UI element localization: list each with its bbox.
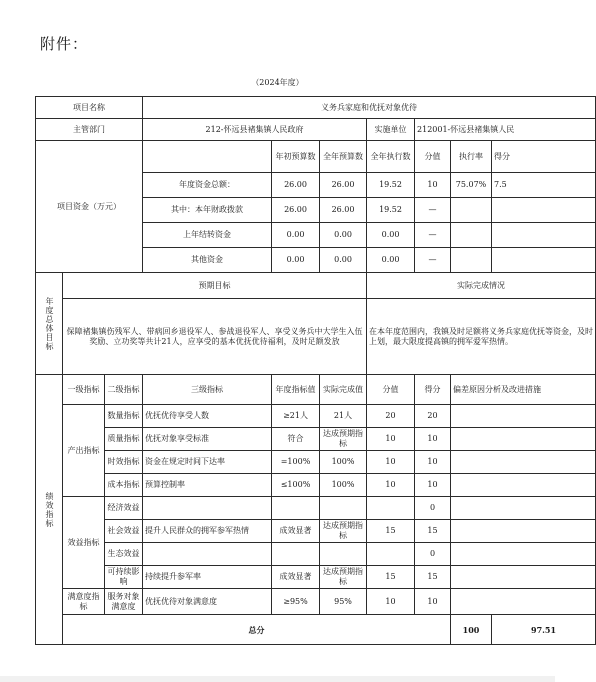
perf-reason — [451, 451, 596, 474]
perf-level3: 优抚优待对象满意度 — [143, 589, 272, 615]
perf-level3: 优抚对象享受标准 — [143, 428, 272, 451]
funds-row-weight: — — [415, 198, 451, 223]
perf-header-target: 年度指标值 — [272, 375, 320, 405]
funds-header-rate: 执行率 — [451, 141, 492, 173]
impl-label: 实施单位 — [367, 119, 415, 141]
funds-row-exec: 19.52 — [367, 173, 415, 198]
funds-row-rate — [451, 198, 492, 223]
perf-target: ≤100% — [272, 474, 320, 497]
perf-score: 10 — [415, 589, 451, 615]
perf-level3: 资金在规定时间下达率 — [143, 451, 272, 474]
perf-score: 0 — [415, 497, 451, 520]
perf-level1: 效益指标 — [63, 497, 105, 589]
perf-header-level1: 一级指标 — [63, 375, 105, 405]
perf-actual: 达成预期指标 — [320, 566, 367, 589]
funds-row-exec: 0.00 — [367, 223, 415, 248]
project-value: 义务兵家庭和优抚对象优待 — [143, 97, 596, 119]
dept-value: 212-怀远县褚集镇人民政府 — [143, 119, 367, 141]
perf-weight: 15 — [367, 566, 415, 589]
row-perf-header — [36, 375, 596, 405]
project-label: 项目名称 — [36, 97, 143, 119]
perf-level3: 持续提升参军率 — [143, 566, 272, 589]
perf-level2: 经济效益 — [105, 497, 143, 520]
funds-row-score: 7.5 — [492, 173, 596, 198]
perf-level3: 预算控制率 — [143, 474, 272, 497]
perf-score: 10 — [415, 451, 451, 474]
perf-actual — [320, 543, 367, 566]
goals-side-label: 年度总体目标 — [36, 273, 63, 375]
perf-row — [36, 428, 596, 451]
perf-row — [36, 497, 596, 520]
perf-score: 15 — [415, 520, 451, 543]
perf-actual: 100% — [320, 451, 367, 474]
funds-header-score: 得分 — [492, 141, 596, 173]
funds-row-annual: 26.00 — [320, 198, 367, 223]
perf-header-level3: 三级指标 — [143, 375, 272, 405]
funds-row-weight: — — [415, 248, 451, 273]
funds-row-initial: 0.00 — [272, 248, 320, 273]
funds-header-blank — [143, 141, 272, 173]
funds-row-exec: 19.52 — [367, 198, 415, 223]
perf-level2: 可持续影响 — [105, 566, 143, 589]
funds-header-weight: 分值 — [415, 141, 451, 173]
perf-actual: 100% — [320, 474, 367, 497]
impl-value: 212001-怀远县褚集镇人民 — [415, 119, 596, 141]
perf-weight — [367, 543, 415, 566]
funds-row-label: 其中：本年财政拨款 — [143, 198, 272, 223]
goals-expected-header: 预期目标 — [63, 273, 367, 299]
perf-level2: 时效指标 — [105, 451, 143, 474]
perf-header-score: 得分 — [415, 375, 451, 405]
performance-table-sheet — [35, 96, 596, 645]
funds-row-label: 年度资金总额： — [143, 173, 272, 198]
report-year: （2024年度） — [251, 78, 304, 87]
row-goals-header — [36, 273, 596, 299]
perf-header-actual: 实际完成值 — [320, 375, 367, 405]
perf-actual: 达成预期指标 — [320, 428, 367, 451]
perf-weight: 10 — [367, 428, 415, 451]
funds-row-annual: 26.00 — [320, 173, 367, 198]
funds-row-annual: 0.00 — [320, 248, 367, 273]
perf-target — [272, 543, 320, 566]
perf-reason — [451, 543, 596, 566]
perf-reason — [451, 497, 596, 520]
perf-weight: 10 — [367, 451, 415, 474]
funds-header-annual: 全年预算数 — [320, 141, 367, 173]
perf-level3: 优抚优待享受人数 — [143, 405, 272, 428]
perf-score: 10 — [415, 474, 451, 497]
perf-row — [36, 474, 596, 497]
funds-row-initial: 0.00 — [272, 223, 320, 248]
funds-header-initial: 年初预算数 — [272, 141, 320, 173]
funds-row-rate — [451, 223, 492, 248]
perf-weight: 15 — [367, 520, 415, 543]
perf-side-label: 绩效指标 — [36, 375, 63, 645]
perf-target: ≥21人 — [272, 405, 320, 428]
funds-row-score — [492, 248, 596, 273]
funds-header-exec: 全年执行数 — [367, 141, 415, 173]
perf-target: 成效显著 — [272, 566, 320, 589]
perf-target: 符合 — [272, 428, 320, 451]
total-label: 总分 — [63, 615, 451, 645]
perf-level1: 产出指标 — [63, 405, 105, 497]
funds-row-label: 上年结转资金 — [143, 223, 272, 248]
goals-actual-text: 在本年度范围内，我镇及时足额将义务兵家庭优抚等资金，及时上划，最大限度提高镇的拥军爱军热情。 — [367, 299, 596, 375]
perf-level3: 提升人民群众的拥军参军热情 — [143, 520, 272, 543]
perf-score: 20 — [415, 405, 451, 428]
perf-level3 — [143, 497, 272, 520]
perf-score: 15 — [415, 566, 451, 589]
perf-weight: 20 — [367, 405, 415, 428]
perf-level2: 社会效益 — [105, 520, 143, 543]
perf-level3 — [143, 543, 272, 566]
perf-score: 0 — [415, 543, 451, 566]
perf-reason — [451, 474, 596, 497]
perf-actual: 21人 — [320, 405, 367, 428]
total-score: 97.51 — [492, 615, 596, 645]
funds-row-initial: 26.00 — [272, 198, 320, 223]
perf-row — [36, 451, 596, 474]
perf-score: 10 — [415, 428, 451, 451]
perf-level2: 质量指标 — [105, 428, 143, 451]
perf-header-reason: 偏差原因分析及改进措施 — [451, 375, 596, 405]
funds-row-annual: 0.00 — [320, 223, 367, 248]
goals-actual-header: 实际完成情况 — [367, 273, 596, 299]
goals-expected-text: 保障褚集镇伤残军人、带病回乡退役军人、参战退役军人、享受义务兵中大学生入伍奖励、立功奖等共计21人，应享受的基本优抚优待福利，及时足额发放 — [63, 299, 367, 375]
perf-header-weight: 分值 — [367, 375, 415, 405]
funds-row-rate: 75.07% — [451, 173, 492, 198]
perf-reason — [451, 566, 596, 589]
perf-target: 成效显著 — [272, 520, 320, 543]
funds-row-weight: 10 — [415, 173, 451, 198]
performance-table — [35, 96, 596, 645]
perf-reason — [451, 520, 596, 543]
funds-row-score — [492, 223, 596, 248]
perf-level2: 数量指标 — [105, 405, 143, 428]
perf-actual — [320, 497, 367, 520]
row-goals-body — [36, 299, 596, 375]
perf-target — [272, 497, 320, 520]
perf-header-level2: 二级指标 — [105, 375, 143, 405]
perf-actual: 95% — [320, 589, 367, 615]
funds-label: 项目资金（万元） — [36, 141, 143, 273]
perf-level1: 满意度指标 — [63, 589, 105, 615]
total-weight: 100 — [451, 615, 492, 645]
funds-row-weight: — — [415, 223, 451, 248]
perf-level2: 服务对象满意度 — [105, 589, 143, 615]
perf-row — [36, 543, 596, 566]
perf-weight: 10 — [367, 474, 415, 497]
perf-reason — [451, 589, 596, 615]
perf-reason — [451, 428, 596, 451]
perf-level2: 生态效益 — [105, 543, 143, 566]
page-bottom-edge — [0, 676, 555, 682]
row-project — [36, 97, 596, 119]
perf-actual: 达成预期指标 — [320, 520, 367, 543]
funds-row-rate — [451, 248, 492, 273]
perf-weight — [367, 497, 415, 520]
perf-target: ≥95% — [272, 589, 320, 615]
row-total — [36, 615, 596, 645]
perf-weight: 10 — [367, 589, 415, 615]
page-heading: 附件： — [40, 35, 89, 53]
funds-row-initial: 26.00 — [272, 173, 320, 198]
perf-row — [36, 589, 596, 615]
funds-row-label: 其他资金 — [143, 248, 272, 273]
funds-row-exec: 0.00 — [367, 248, 415, 273]
perf-row — [36, 566, 596, 589]
row-dept — [36, 119, 596, 141]
perf-reason — [451, 405, 596, 428]
perf-row — [36, 520, 596, 543]
perf-level2: 成本指标 — [105, 474, 143, 497]
funds-row-score — [492, 198, 596, 223]
dept-label: 主管部门 — [36, 119, 143, 141]
perf-row — [36, 405, 596, 428]
row-funds-header — [36, 141, 596, 173]
perf-target: =100% — [272, 451, 320, 474]
